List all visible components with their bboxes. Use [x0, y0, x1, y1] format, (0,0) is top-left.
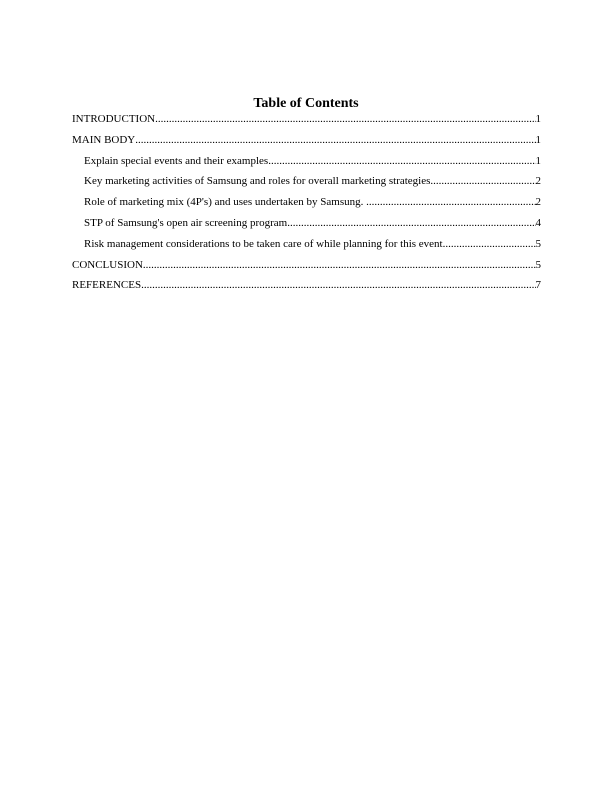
toc-entry-text: Risk management considerations to be taken care of while planning for this event — [84, 237, 443, 250]
dot-leader — [135, 134, 535, 147]
toc-page-number: 4 — [535, 216, 541, 229]
dot-leader — [268, 155, 535, 168]
toc-entry-introduction[interactable] — [72, 113, 541, 134]
toc-entry-text: CONCLUSION — [72, 258, 143, 271]
toc-entry-marketing-mix[interactable] — [72, 196, 541, 217]
toc-page-number: 1 — [535, 113, 541, 125]
toc-entry-conclusion[interactable] — [72, 259, 541, 280]
toc-page-number: 2 — [535, 196, 541, 209]
toc-entry-stp[interactable] — [72, 217, 541, 238]
dot-leader — [443, 238, 536, 251]
toc-entry-text: Key marketing activities of Samsung and roles for overall marketing strategies — [84, 175, 431, 188]
toc-entry-text: REFERENCES — [72, 279, 142, 292]
toc-page-number: 1 — [535, 154, 541, 167]
toc-title: Table of Contents — [253, 96, 359, 111]
toc-entry-text: MAIN BODY — [72, 133, 136, 146]
toc-entry-risk-management[interactable] — [72, 238, 541, 259]
dot-leader — [155, 113, 535, 126]
dot-leader — [143, 259, 536, 272]
toc-entry-text: Explain special events and their examples — [84, 154, 269, 167]
toc-entry-text: INTRODUCTION — [72, 113, 156, 125]
toc-entry-references[interactable] — [72, 279, 541, 300]
dot-leader — [141, 279, 535, 292]
toc-entry-text: STP of Samsung's open air screening program — [84, 216, 288, 229]
toc-page-number: 7 — [535, 279, 541, 292]
toc-list — [72, 113, 541, 300]
dot-leader — [430, 175, 535, 188]
toc-entry-text: Role of marketing mix (4P's) and uses undertaken by Samsung. — [84, 196, 367, 209]
dot-leader — [366, 196, 535, 209]
toc-entry-main-body[interactable] — [72, 134, 541, 155]
toc-page-number: 2 — [535, 175, 541, 188]
toc-entry-key-marketing-activities[interactable] — [72, 175, 541, 196]
toc-page-number: 1 — [535, 133, 541, 146]
toc-page-number: 5 — [535, 258, 541, 271]
toc-entry-special-events[interactable] — [72, 155, 541, 176]
toc-page-number: 5 — [535, 237, 541, 250]
dot-leader — [287, 217, 535, 230]
